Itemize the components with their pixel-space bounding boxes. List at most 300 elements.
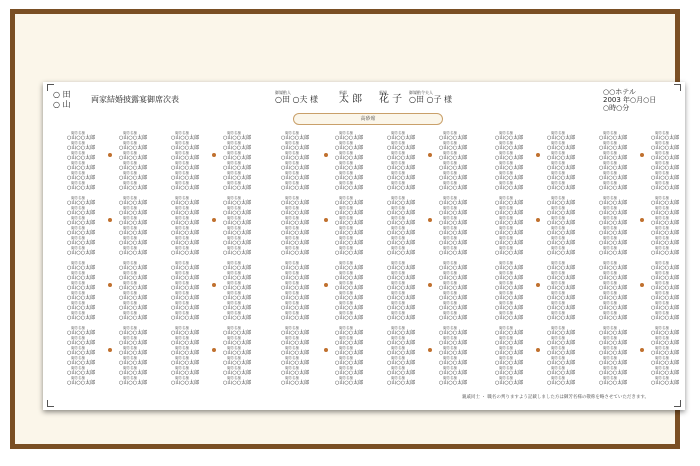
guest-label: 御芳名様	[551, 346, 565, 350]
guest-name: ○山○○太郎	[495, 340, 524, 346]
guest-label: 御芳名様	[443, 206, 457, 210]
guest-entry	[495, 376, 549, 386]
guest-entry	[387, 236, 441, 246]
guest-label: 御芳名様	[551, 141, 565, 145]
guest-entry	[495, 346, 549, 356]
guest-name: ○山○○太郎	[119, 330, 148, 336]
guest-label: 御芳名様	[123, 346, 137, 350]
guest-entry	[335, 336, 389, 346]
guest-label: 御芳名様	[499, 301, 513, 305]
guest-entry	[599, 246, 653, 256]
guest-entry	[223, 366, 277, 376]
guest-entry	[171, 181, 225, 191]
guest-entry	[67, 181, 121, 191]
guest-label: 御芳名様	[227, 181, 241, 185]
guest-label: 御芳名様	[391, 326, 405, 330]
guest-name: ○山○○太郎	[495, 330, 524, 336]
guest-label: 御芳名様	[227, 206, 241, 210]
groom-label: 新郎	[339, 90, 347, 95]
guest-name: ○山○○太郎	[171, 200, 200, 206]
guest-label: 御芳名様	[227, 376, 241, 380]
guest-name: ○山○○太郎	[223, 275, 252, 281]
guest-label: 御芳名様	[443, 311, 457, 315]
guest-name: ○山○○太郎	[67, 200, 96, 206]
guest-entry	[281, 311, 335, 321]
guest-name: ○山○○太郎	[119, 250, 148, 256]
guest-entry	[223, 346, 277, 356]
guest-name: ○山○○太郎	[439, 360, 468, 366]
matchmaker	[275, 90, 318, 105]
guest-name: ○山○○太郎	[387, 275, 416, 281]
guest-label: 御芳名様	[551, 161, 565, 165]
guest-entry	[335, 311, 389, 321]
guest-label: 御芳名様	[339, 141, 353, 145]
guest-label: 御芳名様	[285, 141, 299, 145]
guest-entry	[599, 376, 653, 386]
guest-name: ○山○○太郎	[547, 200, 576, 206]
guest-label: 御芳名様	[71, 181, 85, 185]
guest-name: ○山○○太郎	[335, 305, 364, 311]
guest-label: 御芳名様	[551, 151, 565, 155]
guest-name: ○山○○太郎	[171, 285, 200, 291]
guest-label: 御芳名様	[339, 376, 353, 380]
guest-entry	[387, 281, 441, 291]
guest-label: 御芳名様	[285, 131, 299, 135]
table-group	[335, 131, 389, 192]
guest-entry	[387, 326, 441, 336]
guest-entry	[387, 366, 441, 376]
guest-label: 御芳名様	[655, 246, 669, 250]
bride	[379, 90, 402, 105]
guest-name: ○山○○太郎	[387, 265, 416, 271]
guest-entry	[599, 171, 653, 181]
guest-name: ○山○○太郎	[335, 250, 364, 256]
table-group	[495, 261, 549, 322]
guest-entry	[547, 161, 601, 171]
guest-label: 御芳名様	[71, 356, 85, 360]
guest-label: 御芳名様	[499, 366, 513, 370]
guest-label: 御芳名様	[175, 281, 189, 285]
guest-name: ○山○○太郎	[495, 315, 524, 321]
guest-label: 御芳名様	[227, 326, 241, 330]
guest-entry	[599, 161, 653, 171]
guest-entry	[119, 196, 173, 206]
guest-label: 御芳名様	[227, 216, 241, 220]
guest-label: 御芳名様	[339, 271, 353, 275]
guest-entry	[335, 236, 389, 246]
guest-entry	[67, 326, 121, 336]
guest-label: 御芳名様	[339, 291, 353, 295]
guest-label: 御芳名様	[443, 261, 457, 265]
guest-entry	[335, 171, 389, 181]
guest-name: ○山○○太郎	[651, 360, 680, 366]
guest-label: 御芳名様	[655, 161, 669, 165]
guest-label: 御芳名様	[443, 356, 457, 360]
guest-name: ○山○○太郎	[67, 305, 96, 311]
guest-name: ○山○○太郎	[119, 305, 148, 311]
head-table-label: 高砂席	[360, 116, 376, 122]
guest-label: 御芳名様	[655, 326, 669, 330]
guest-name: ○山○○太郎	[387, 330, 416, 336]
guest-name: ○山○○太郎	[119, 240, 148, 246]
event-time: ○時○分	[603, 104, 630, 112]
guest-name: ○山○○太郎	[651, 200, 680, 206]
guest-label: 御芳名様	[391, 261, 405, 265]
guest-name: ○山○○太郎	[171, 135, 200, 141]
guest-name: ○山○○太郎	[223, 135, 252, 141]
guest-name: ○山○○太郎	[281, 135, 310, 141]
guest-entry	[171, 311, 225, 321]
guest-name: ○山○○太郎	[599, 220, 628, 226]
guest-label: 御芳名様	[443, 141, 457, 145]
guest-label: 御芳名様	[551, 336, 565, 340]
guest-name: ○山○○太郎	[223, 210, 252, 216]
guest-label: 御芳名様	[655, 346, 669, 350]
table-group	[439, 131, 493, 192]
guest-name: ○山○○太郎	[599, 330, 628, 336]
guest-entry	[495, 311, 549, 321]
guest-entry	[171, 291, 225, 301]
guest-label: 御芳名様	[443, 246, 457, 250]
guest-label: 御芳名様	[551, 301, 565, 305]
guest-name: ○山○○太郎	[651, 330, 680, 336]
bride-label: 新婦	[379, 90, 387, 95]
guest-label: 御芳名様	[443, 366, 457, 370]
guest-entry	[171, 301, 225, 311]
guest-entry	[651, 196, 700, 206]
guest-entry	[281, 196, 335, 206]
guest-label: 御芳名様	[391, 181, 405, 185]
table-group	[387, 261, 441, 322]
table-group	[651, 131, 700, 192]
guest-label: 御芳名様	[175, 161, 189, 165]
guest-name: ○山○○太郎	[223, 305, 252, 311]
guest-column	[495, 131, 549, 387]
guest-label: 御芳名様	[339, 336, 353, 340]
guest-name: ○山○○太郎	[223, 145, 252, 151]
guest-label: 御芳名様	[603, 336, 617, 340]
guest-entry	[387, 291, 441, 301]
guest-label: 御芳名様	[499, 141, 513, 145]
guest-entry	[119, 281, 173, 291]
guest-name: ○山○○太郎	[439, 155, 468, 161]
guest-name: ○山○○太郎	[651, 135, 680, 141]
guest-label: 御芳名様	[339, 311, 353, 315]
guest-name: ○山○○太郎	[651, 175, 680, 181]
guest-entry	[439, 171, 493, 181]
guest-name: ○山○○太郎	[439, 285, 468, 291]
guest-name: ○山○○太郎	[67, 230, 96, 236]
table-group	[67, 131, 121, 192]
guest-entry	[171, 151, 225, 161]
guest-name: ○山○○太郎	[119, 200, 148, 206]
guest-name: ○山○○太郎	[547, 305, 576, 311]
guest-label: 御芳名様	[551, 291, 565, 295]
guest-entry	[119, 161, 173, 171]
guest-entry	[495, 301, 549, 311]
guest-entry	[599, 226, 653, 236]
guest-name: ○山○○太郎	[67, 295, 96, 301]
guest-name: ○山○○太郎	[651, 220, 680, 226]
table-group	[171, 196, 225, 257]
guest-entry	[281, 336, 335, 346]
guest-label: 御芳名様	[123, 226, 137, 230]
guest-name: ○山○○太郎	[387, 240, 416, 246]
guest-label: 御芳名様	[123, 246, 137, 250]
guest-entry	[599, 151, 653, 161]
guest-name: ○山○○太郎	[599, 145, 628, 151]
table-marker	[108, 348, 112, 352]
guest-name: ○山○○太郎	[387, 350, 416, 356]
guest-name: ○山○○太郎	[495, 135, 524, 141]
guest-label: 御芳名様	[175, 226, 189, 230]
guest-label: 御芳名様	[285, 196, 299, 200]
guest-label: 御芳名様	[499, 171, 513, 175]
guest-label: 御芳名様	[655, 336, 669, 340]
guest-label: 御芳名様	[551, 366, 565, 370]
guest-entry	[67, 311, 121, 321]
guest-label: 御芳名様	[285, 291, 299, 295]
guest-name: ○山○○太郎	[119, 350, 148, 356]
guest-name: ○山○○太郎	[223, 240, 252, 246]
guest-entry	[547, 376, 601, 386]
guest-entry	[335, 376, 389, 386]
guest-label: 御芳名様	[603, 216, 617, 220]
guest-label: 御芳名様	[175, 206, 189, 210]
guest-name: ○山○○太郎	[281, 165, 310, 171]
guest-column	[223, 131, 277, 387]
guest-label: 御芳名様	[71, 281, 85, 285]
guest-name: ○山○○太郎	[281, 305, 310, 311]
matchmaker-label: 御媒酌人	[275, 90, 291, 95]
table-group	[547, 131, 601, 192]
table-group	[281, 326, 335, 387]
guest-entry	[651, 346, 700, 356]
guest-name: ○山○○太郎	[335, 175, 364, 181]
guest-label: 御芳名様	[391, 376, 405, 380]
guest-entry	[495, 356, 549, 366]
guest-name: ○山○○太郎	[335, 145, 364, 151]
guest-entry	[67, 346, 121, 356]
guest-entry	[67, 151, 121, 161]
guest-name: ○山○○太郎	[439, 230, 468, 236]
guest-label: 御芳名様	[175, 271, 189, 275]
guest-entry	[599, 356, 653, 366]
table-marker	[428, 218, 432, 222]
guest-name: ○山○○太郎	[651, 350, 680, 356]
guest-name: ○山○○太郎	[651, 230, 680, 236]
guest-name: ○山○○太郎	[119, 135, 148, 141]
guest-label: 御芳名様	[655, 206, 669, 210]
guest-label: 御芳名様	[71, 311, 85, 315]
guest-label: 御芳名様	[175, 216, 189, 220]
guest-name: ○山○○太郎	[119, 295, 148, 301]
guest-label: 御芳名様	[123, 261, 137, 265]
guest-entry	[119, 226, 173, 236]
guest-label: 御芳名様	[175, 311, 189, 315]
guest-entry	[599, 281, 653, 291]
guest-name: ○山○○太郎	[547, 230, 576, 236]
guest-label: 御芳名様	[391, 236, 405, 240]
guest-name: ○山○○太郎	[171, 305, 200, 311]
guest-label: 御芳名様	[499, 311, 513, 315]
guest-name: ○山○○太郎	[387, 315, 416, 321]
guest-label: 御芳名様	[391, 161, 405, 165]
guest-label: 御芳名様	[499, 181, 513, 185]
guest-label: 御芳名様	[339, 346, 353, 350]
guest-label: 御芳名様	[123, 206, 137, 210]
guest-label: 御芳名様	[123, 291, 137, 295]
guest-entry	[223, 376, 277, 386]
guest-label: 御芳名様	[443, 326, 457, 330]
guest-entry	[547, 281, 601, 291]
guest-label: 御芳名様	[551, 196, 565, 200]
guest-name: ○山○○太郎	[439, 185, 468, 191]
guest-entry	[439, 376, 493, 386]
guest-label: 御芳名様	[655, 291, 669, 295]
guest-entry	[599, 131, 653, 141]
guest-name: ○山○○太郎	[119, 185, 148, 191]
guest-entry	[223, 141, 277, 151]
guest-label: 御芳名様	[655, 301, 669, 305]
guest-entry	[547, 131, 601, 141]
guest-entry	[439, 236, 493, 246]
guest-label: 御芳名様	[443, 171, 457, 175]
guest-entry	[547, 171, 601, 181]
guest-label: 御芳名様	[123, 161, 137, 165]
guest-entry	[387, 141, 441, 151]
guest-entry	[335, 151, 389, 161]
guest-entry	[439, 356, 493, 366]
guest-entry	[547, 291, 601, 301]
guest-column	[171, 131, 225, 387]
guest-name: ○山○○太郎	[67, 175, 96, 181]
guest-entry	[281, 271, 335, 281]
guest-name: ○山○○太郎	[439, 210, 468, 216]
guest-label: 御芳名様	[339, 246, 353, 250]
guest-label: 御芳名様	[499, 261, 513, 265]
guest-label: 御芳名様	[499, 236, 513, 240]
guest-entry	[495, 291, 549, 301]
guest-name: ○山○○太郎	[547, 210, 576, 216]
guest-label: 御芳名様	[391, 216, 405, 220]
guest-entry	[223, 216, 277, 226]
guest-name: ○山○○太郎	[599, 340, 628, 346]
guest-entry	[171, 281, 225, 291]
guest-name: ○山○○太郎	[439, 135, 468, 141]
guest-entry	[439, 291, 493, 301]
guest-name: ○山○○太郎	[281, 330, 310, 336]
guest-label: 御芳名様	[71, 246, 85, 250]
guest-label: 御芳名様	[227, 151, 241, 155]
guest-name: ○山○○太郎	[281, 380, 310, 386]
guest-label: 御芳名様	[391, 301, 405, 305]
guest-name: ○山○○太郎	[439, 370, 468, 376]
guest-entry	[387, 261, 441, 271]
guest-name: ○山○○太郎	[223, 265, 252, 271]
guest-name: ○山○○太郎	[335, 185, 364, 191]
table-group	[223, 261, 277, 322]
guest-name: ○山○○太郎	[67, 285, 96, 291]
guest-name: ○山○○太郎	[171, 360, 200, 366]
guest-label: 御芳名様	[655, 226, 669, 230]
page-title: 両家結婚披露宴御席次表	[91, 95, 179, 104]
guest-entry	[495, 196, 549, 206]
guest-name: ○山○○太郎	[67, 370, 96, 376]
guest-label: 御芳名様	[603, 171, 617, 175]
guest-label: 御芳名様	[391, 281, 405, 285]
guest-label: 御芳名様	[227, 271, 241, 275]
guest-entry	[281, 171, 335, 181]
guest-name: ○山○○太郎	[223, 250, 252, 256]
guest-entry	[547, 226, 601, 236]
guest-entry	[281, 226, 335, 236]
guest-label: 御芳名様	[285, 311, 299, 315]
guest-label: 御芳名様	[123, 311, 137, 315]
guest-label: 御芳名様	[285, 261, 299, 265]
table-group	[223, 326, 277, 387]
guest-label: 御芳名様	[391, 151, 405, 155]
guest-label: 御芳名様	[603, 131, 617, 135]
guest-entry	[171, 131, 225, 141]
guest-name: ○山○○太郎	[651, 305, 680, 311]
guest-entry	[335, 301, 389, 311]
guest-name: ○山○○太郎	[171, 230, 200, 236]
guest-label: 御芳名様	[499, 281, 513, 285]
guest-label: 御芳名様	[175, 246, 189, 250]
guest-name: ○山○○太郎	[547, 145, 576, 151]
guest-entry	[495, 246, 549, 256]
guest-name: ○山○○太郎	[171, 315, 200, 321]
table-marker	[212, 218, 216, 222]
guest-name: ○山○○太郎	[223, 175, 252, 181]
guest-name: ○山○○太郎	[439, 295, 468, 301]
guest-name: ○山○○太郎	[223, 380, 252, 386]
guest-name: ○山○○太郎	[171, 220, 200, 226]
guest-name: ○山○○太郎	[599, 285, 628, 291]
guest-entry	[547, 261, 601, 271]
guest-entry	[651, 261, 700, 271]
guest-name: ○山○○太郎	[599, 185, 628, 191]
guest-name: ○山○○太郎	[387, 185, 416, 191]
guest-entry	[335, 226, 389, 236]
guest-label: 御芳名様	[603, 356, 617, 360]
guest-name: ○山○○太郎	[119, 220, 148, 226]
guest-label: 御芳名様	[285, 366, 299, 370]
guest-entry	[223, 261, 277, 271]
guest-label: 御芳名様	[499, 356, 513, 360]
guest-label: 御芳名様	[71, 161, 85, 165]
guest-name: ○山○○太郎	[599, 380, 628, 386]
guest-label: 御芳名様	[603, 161, 617, 165]
guest-entry	[547, 246, 601, 256]
guest-entry	[651, 326, 700, 336]
guest-label: 御芳名様	[285, 236, 299, 240]
guest-entry	[439, 161, 493, 171]
guest-name: ○山○○太郎	[651, 380, 680, 386]
table-group	[547, 326, 601, 387]
guest-label: 御芳名様	[339, 366, 353, 370]
guest-name: ○山○○太郎	[547, 175, 576, 181]
guest-label: 御芳名様	[443, 216, 457, 220]
guest-name: ○山○○太郎	[387, 295, 416, 301]
table-group	[599, 261, 653, 322]
guest-label: 御芳名様	[443, 281, 457, 285]
guest-name: ○山○○太郎	[599, 265, 628, 271]
guest-entry	[599, 336, 653, 346]
guest-label: 御芳名様	[391, 311, 405, 315]
matchmaker-wife-label: 御媒酌令夫人	[409, 90, 433, 95]
